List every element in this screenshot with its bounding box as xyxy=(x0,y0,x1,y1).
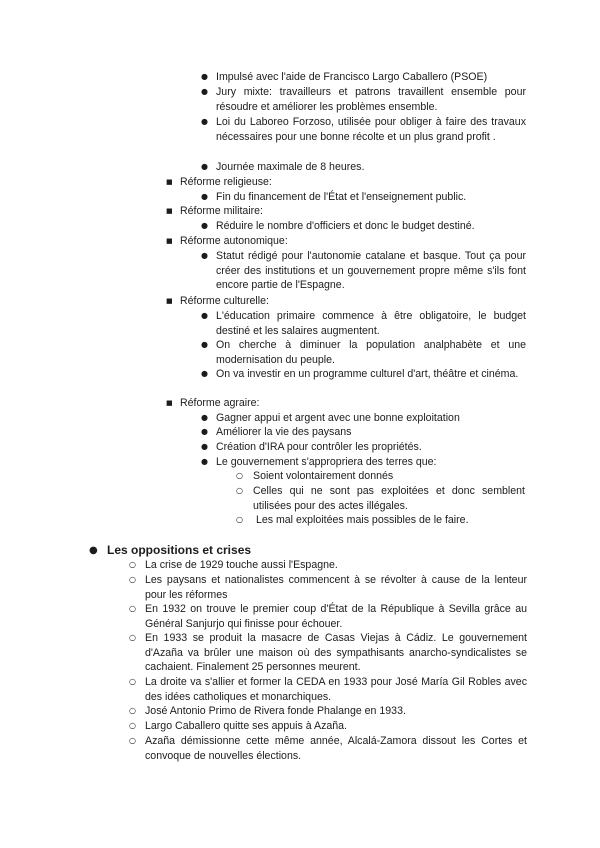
list-item: Loi du Laboreo Forzoso, utilisée pour obliger à faire des travaux nécessaires pour une bonne récolte et un plus grand profit . xyxy=(216,116,526,143)
bullet-circle-icon: ○ xyxy=(236,515,243,524)
reform-title: Réforme religieuse: xyxy=(180,176,272,188)
bullet-dot-icon: ● xyxy=(201,340,208,349)
bullet-circle-icon: ○ xyxy=(129,560,136,569)
list-item: Impulsé avec l'aide de Francisco Largo Caballero (PSOE) xyxy=(216,71,488,83)
bullet-dot-icon: ● xyxy=(201,221,208,230)
list-item: José Antonio Primo de Rivera fonde Phalange en 1933. xyxy=(145,705,406,717)
list-item: Création d'IRA pour contrôler les propriétés. xyxy=(216,441,422,453)
list-item: Améliorer la vie des paysans xyxy=(216,426,352,438)
bullet-square-icon: ■ xyxy=(166,207,173,215)
reform-title: Réforme culturelle: xyxy=(180,295,269,307)
list-item: Statut rédigé pour l'autonomie catalane et basque. Tout ça pour créer des institutions et un gouvernement propre même s'ils font encore partie de l'Espagne. xyxy=(216,250,526,292)
bullet-dot-icon: ● xyxy=(201,72,208,81)
list-item: Azaña démissionne cette même année, Alcalá-Zamora dissout les Cortes et convoque de nouvelles élections. xyxy=(145,735,527,762)
bullet-circle-icon: ○ xyxy=(129,604,136,613)
bullet-dot-icon: ● xyxy=(201,457,208,466)
bullet-circle-icon: ○ xyxy=(129,706,136,715)
bullet-dot-icon: ● xyxy=(201,311,208,320)
list-item: En 1932 on trouve le premier coup d'État de la République à Sevilla grâce au Général Sanjurjo qui finisse pour échouer. xyxy=(145,603,527,630)
list-item: On va investir en un programme culturel d'art, théâtre et cinéma. xyxy=(216,368,519,380)
list-item: Largo Caballero quitte ses appuis à Azaña. xyxy=(145,720,348,732)
bullet-circle-icon: ○ xyxy=(129,633,136,642)
bullet-dot-icon: ● xyxy=(201,427,208,436)
bullet-dot-icon: ● xyxy=(89,545,98,556)
bullet-circle-icon: ○ xyxy=(236,471,243,480)
bullet-square-icon: ■ xyxy=(166,237,173,245)
bullet-circle-icon: ○ xyxy=(129,575,136,584)
bullet-dot-icon: ● xyxy=(201,87,208,96)
bullet-dot-icon: ● xyxy=(201,251,208,260)
bullet-circle-icon: ○ xyxy=(129,736,136,745)
list-item: Les paysans et nationalistes commencent à se révolter à cause de la lenteur pour les réformes xyxy=(145,574,527,601)
bullet-square-icon: ■ xyxy=(166,297,173,305)
list-item: La droite va s'allier et former la CEDA en 1933 pour José María Gil Robles avec des idées catholiques et monarchiques. xyxy=(145,676,527,703)
bullet-dot-icon: ● xyxy=(201,413,208,422)
bullet-circle-icon: ○ xyxy=(236,486,243,495)
bullet-dot-icon: ● xyxy=(201,369,208,378)
list-item: Gagner appui et argent avec une bonne exploitation xyxy=(216,412,460,424)
bullet-dot-icon: ● xyxy=(201,192,208,201)
sub-list-item: Les mal exploitées mais possibles de le faire. xyxy=(253,514,469,526)
list-item: On cherche à diminuer la population analphabète et une modernisation du peuple. xyxy=(216,339,526,366)
list-item: La crise de 1929 touche aussi l'Espagne. xyxy=(145,559,338,571)
sub-list-item: Soient volontairement donnés xyxy=(253,470,394,482)
list-item: Le gouvernement s'appropriera des terres que: xyxy=(216,456,437,468)
reform-title: Réforme autonomique: xyxy=(180,235,288,247)
bullet-dot-icon: ● xyxy=(201,117,208,126)
reform-title: Réforme militaire: xyxy=(180,205,264,217)
list-item: Jury mixte: travailleurs et patrons travaillent ensemble pour résoudre et améliorer les problèmes ensemble. xyxy=(216,86,526,113)
sub-list-item: Celles qui ne sont pas exploitées et donc semblent utilisées pour des actes illégales. xyxy=(253,485,525,512)
section-heading: Les oppositions et crises xyxy=(107,543,252,557)
list-item: L'éducation primaire commence à être obligatoire, le budget destiné et les salaires augmentent. xyxy=(216,310,526,337)
bullet-square-icon: ■ xyxy=(166,399,173,407)
bullet-square-icon: ■ xyxy=(166,178,173,186)
bullet-circle-icon: ○ xyxy=(129,677,136,686)
reform-title: Réforme agraire: xyxy=(180,397,260,409)
bullet-dot-icon: ● xyxy=(201,442,208,451)
list-item: Journée maximale de 8 heures. xyxy=(216,161,365,173)
bullet-dot-icon: ● xyxy=(201,162,208,171)
bullet-circle-icon: ○ xyxy=(129,721,136,730)
list-item: Réduire le nombre d'officiers et donc le budget destiné. xyxy=(216,220,475,232)
list-item: Fin du financement de l'État et l'enseignement public. xyxy=(216,191,467,203)
list-item: En 1933 se produit la masacre de Casas Viejas à Cádiz. Le gouvernement d'Azaña va brûler une maison où des sympathisants anarcho-syndicalistes se cachaient. Finalement 25 personnes meurent. xyxy=(145,632,527,674)
